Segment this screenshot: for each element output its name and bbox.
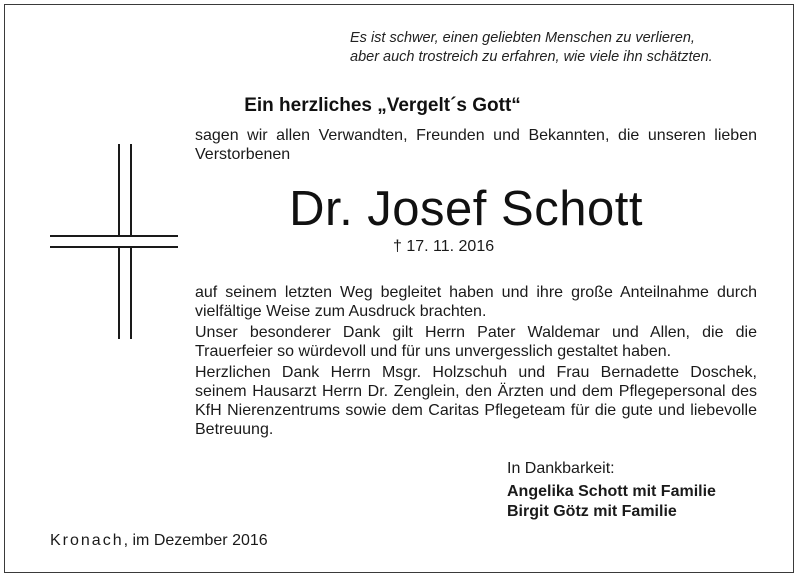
- date: , im Dezember 2016: [123, 532, 268, 549]
- signer: Angelika Schott mit Familie: [507, 483, 716, 500]
- death-date: † 17. 11. 2016: [393, 238, 495, 255]
- cross-icon: [47, 139, 177, 339]
- place: Kronach: [50, 532, 124, 549]
- place-date: [50, 532, 268, 550]
- body-paragraph: Herzlichen Dank Herrn Msgr. Holzschuh und Frau Bernadette Doschek, seinem Hausarzt Herrn Dr. Zenglein, den Ärzten und dem Pflegepersonal des KfH Nierenzentrums sowie dem Caritas Pflegeteam für die gute und liebevolle Betreuung.: [195, 364, 757, 438]
- body-paragraph: auf seinem letzten Weg begleitet haben und ihre große Anteilnahme durch vielfältige Weise zum Ausdruck brachten.: [195, 284, 757, 320]
- quote: [350, 29, 770, 67]
- signature-block: [507, 459, 767, 522]
- quote-line-2: aber auch trostreich zu erfahren, wie viele ihn schätzten.: [350, 49, 713, 65]
- body-text: [195, 283, 757, 441]
- deceased-name: Dr. Josef Schott: [289, 182, 643, 236]
- quote-line-1: Es ist schwer, einen geliebten Menschen zu verlieren,: [350, 30, 695, 46]
- body-paragraph: Unser besonderer Dank gilt Herrn Pater Waldemar und Allen, die die Trauerfeier so würdevoll und für uns unvergesslich gestaltet haben.: [195, 324, 757, 360]
- thanks-heading: Ein herzliches „Vergelt´s Gott“: [244, 95, 521, 116]
- signer: Birgit Götz mit Familie: [507, 503, 677, 520]
- intro-text: sagen wir allen Verwandten, Freunden und Bekannten, die unseren lieben Verstorbenen: [195, 127, 757, 163]
- obituary-notice: [4, 4, 794, 573]
- thanks-label: In Dankbarkeit:: [507, 460, 615, 477]
